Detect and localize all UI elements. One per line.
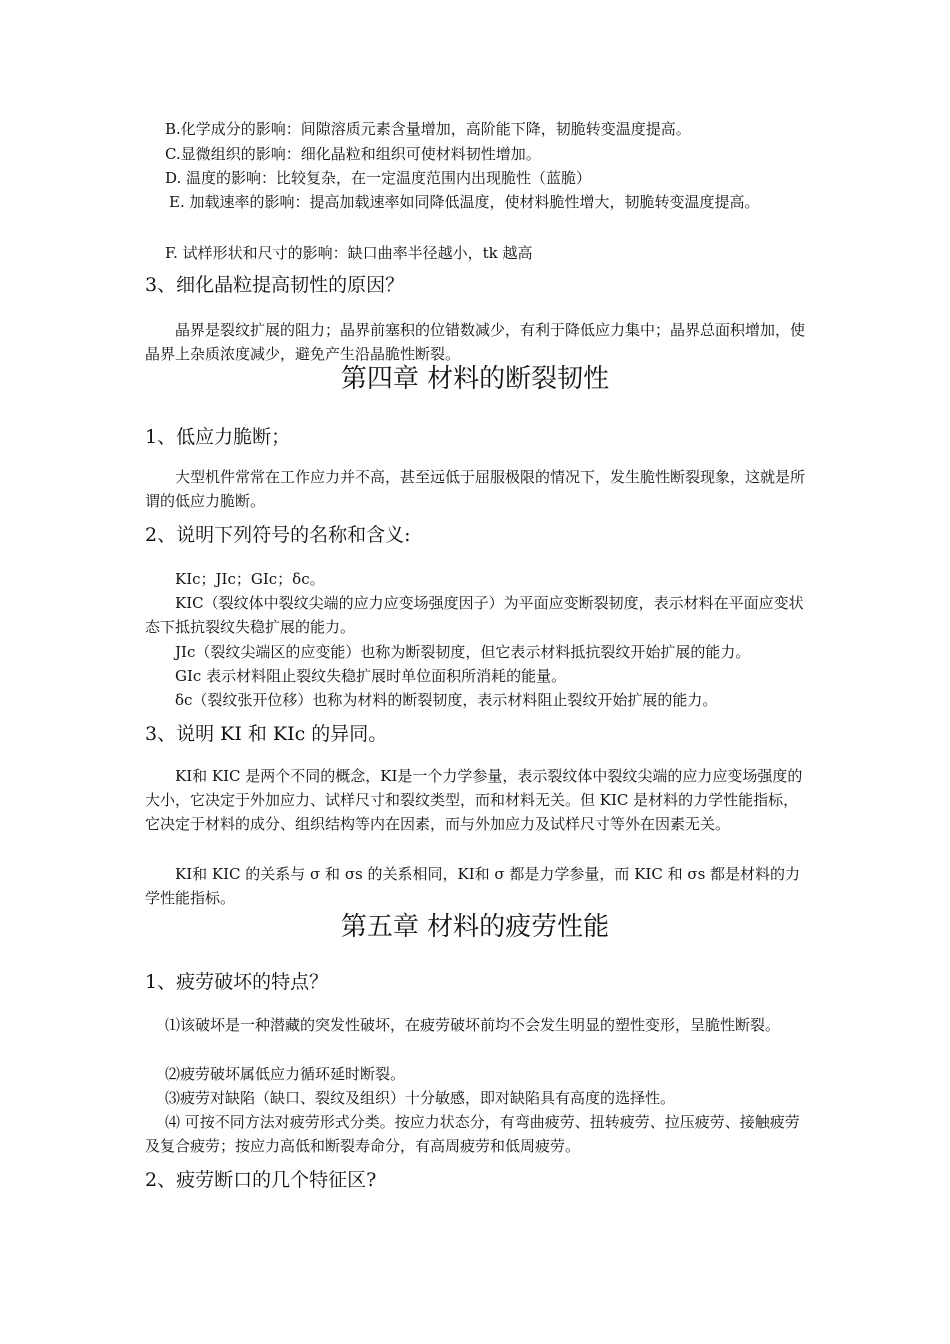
kic-definition: KⅠC（裂纹体中裂纹尖端的应力应变场强度因子）为平面应变断裂韧度，表示材料在平面应变状态下抵抗裂纹失稳扩展的能力。 xyxy=(145,594,804,636)
fatigue-point-1: ⑴该破坏是一种潜藏的突发性破坏，在疲劳破坏前均不会发生明显的塑性变形，呈脆性断裂。 xyxy=(165,1016,781,1034)
symbol-list: KIc；JIc；GIc；δc。 xyxy=(175,570,325,588)
answer-paragraph: 大型机件常常在工作应力并不高，甚至远低于屈服极限的情况下，发生脆性断裂现象，这就是所谓的低应力脆断。 xyxy=(145,468,806,510)
answer-paragraph: 晶界是裂纹扩展的阻力；晶界前塞积的位错数减少，有利于降低应力集中；晶界总面积增加，使晶界上杂质浓度减少，避免产生沿晶脆性断裂。 xyxy=(145,321,806,363)
item-d-temperature: D. 温度的影响：比较复杂，在一定温度范围内出现脆性（蓝脆） xyxy=(165,169,592,187)
answer-paragraph: KⅠ和 KⅠC 的关系与 σ 和 σs 的关系相同，KⅠ和 σ 都是力学参量，而 KⅠC 和 σs 都是材料的力学性能指标。 xyxy=(145,865,801,907)
answer-paragraph: KⅠ和 KⅠC 是两个不同的概念，KⅠ是一个力学参量，表示裂纹体中裂纹尖端的应力应变场强度的大小，它决定于外加应力、试样尺寸和裂纹类型，而和材料无关。但 KⅠC 是材料的力学性能指标，它决定于材料的成分、组织结构等内在因素，而与外加应力及试样尺寸等外在因素无关。 xyxy=(145,767,803,833)
chapter-4-title: 第四章 材料的断裂韧性 xyxy=(340,364,610,394)
chapter-5-title: 第五章 材料的疲劳性能 xyxy=(340,912,610,942)
fatigue-point-4: ⑷ 可按不同方法对疲劳形式分类。按应力状态分，有弯曲疲劳、扭转疲劳、拉压疲劳、接触疲劳及复合疲劳；按应力高低和断裂寿命分，有高周疲劳和低周疲劳。 xyxy=(145,1113,800,1155)
item-b-chemical: B.化学成分的影响：间隙溶质元素含量增加，高阶能下降，韧脆转变温度提高。 xyxy=(165,120,691,138)
question-heading: 3、细化晶粒提高韧性的原因？ xyxy=(145,274,405,296)
question-heading: 3、说明 KI 和 KIc 的异同。 xyxy=(145,723,388,745)
question-heading: 1、疲劳破坏的特点？ xyxy=(145,971,329,993)
jic-definition: JⅠc（裂纹尖端区的应变能）也称为断裂韧度，但它表示材料抵抗裂纹开始扩展的能力。 xyxy=(175,643,751,661)
fatigue-point-2: ⑵疲劳破坏属低应力循环延时断裂。 xyxy=(165,1065,406,1083)
question-heading: 1、低应力脆断； xyxy=(145,426,291,448)
fatigue-point-3: ⑶疲劳对缺陷（缺口、裂纹及组织）十分敏感，即对缺陷具有高度的选择性。 xyxy=(165,1089,676,1107)
item-c-microstructure: C.显微组织的影响：细化晶粒和组织可使材料韧性增加。 xyxy=(165,145,541,163)
dc-definition: δc（裂纹张开位移）也称为材料的断裂韧度，表示材料阻止裂纹开始扩展的能力。 xyxy=(175,691,718,709)
item-f-specimen: F. 试样形状和尺寸的影响：缺口曲率半径越小，tk 越高 xyxy=(165,244,533,262)
question-heading: 2、说明下列符号的名称和含义: xyxy=(145,524,411,546)
gic-definition: GIc 表示材料阻止裂纹失稳扩展时单位面积所消耗的能量。 xyxy=(175,667,567,685)
question-heading: 2、疲劳断口的几个特征区? xyxy=(145,1169,377,1191)
item-e-loading-rate: E. 加载速率的影响：提高加载速率如同降低温度，使材料脆性增大，韧脆转变温度提高。 xyxy=(169,193,760,211)
